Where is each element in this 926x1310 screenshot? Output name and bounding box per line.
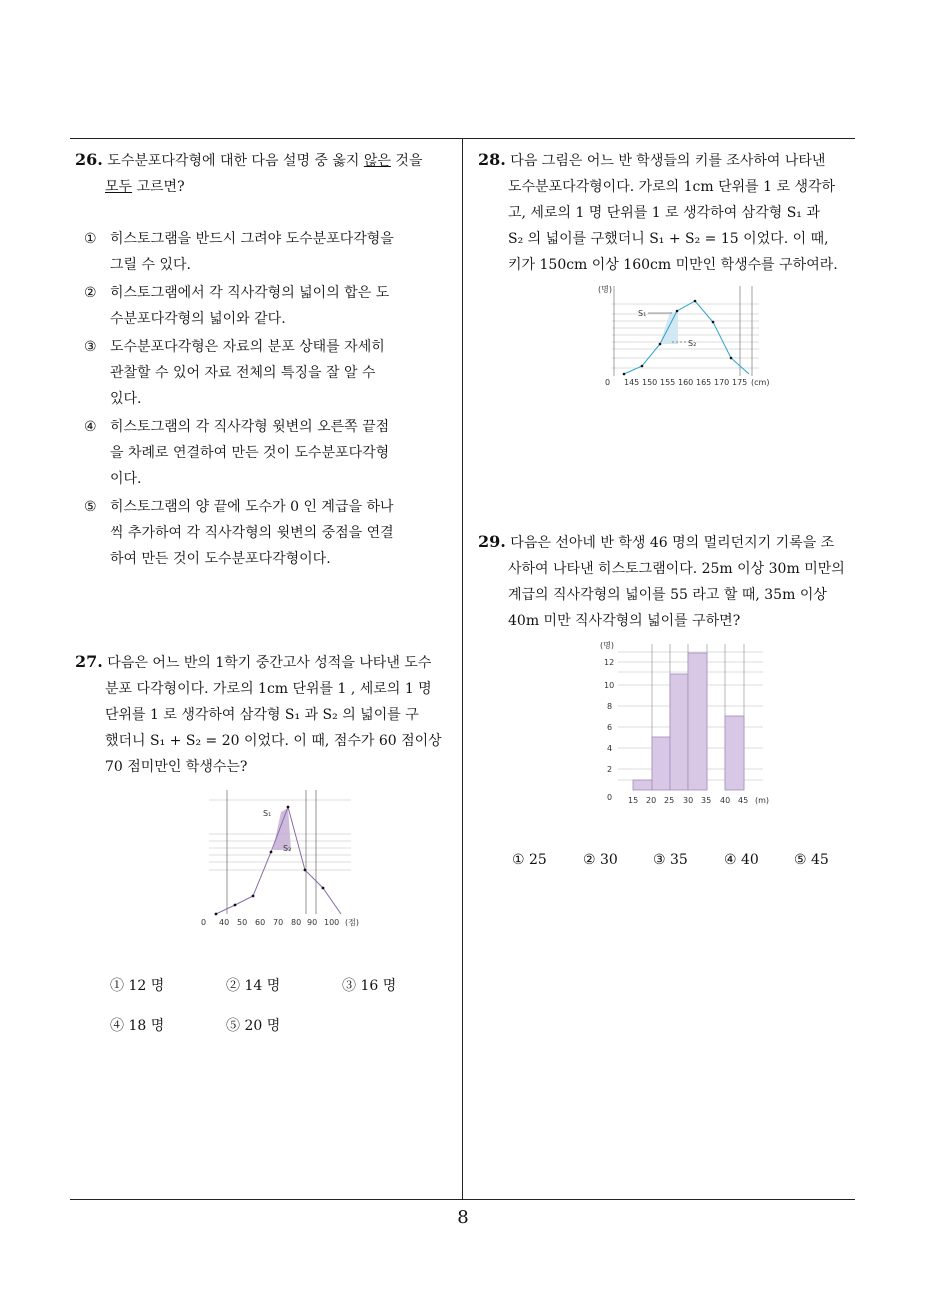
choice-3[interactable]: ③ 35: [653, 852, 688, 868]
s1-label: S₁: [263, 809, 272, 818]
y-unit: (명): [598, 285, 612, 294]
question-number: 28.: [478, 150, 506, 169]
choice-1[interactable]: ① 12 명: [110, 978, 165, 994]
svg-text:8: 8: [607, 702, 613, 711]
bottom-rule: [70, 1199, 855, 1200]
question-26-stem: 26. 도수분포다각형에 대한 다음 설명 중 옳지 않은 것을: [75, 150, 423, 169]
svg-text:80: 80: [291, 918, 302, 927]
histogram-bars: [633, 653, 744, 790]
s1-label: S₁: [638, 309, 647, 318]
svg-text:30: 30: [683, 796, 694, 805]
option-list: [75, 226, 460, 572]
svg-text:2: 2: [607, 765, 613, 774]
question-number: 27.: [75, 652, 103, 671]
svg-text:165: 165: [696, 378, 712, 387]
svg-text:(cm): (cm): [751, 378, 770, 387]
choice-5[interactable]: ⑤ 20 명: [226, 1018, 281, 1034]
choice-1[interactable]: ① 25: [512, 852, 547, 868]
svg-text:45: 45: [738, 796, 749, 805]
s2-label: S₂: [688, 339, 697, 348]
svg-text:40: 40: [219, 918, 230, 927]
question-26: 26. 도수분포다각형에 대한 다음 설명 중 옳지 않은 것을 모두 고르면? ① 히스토그램을 반드시 그려야 도수분포다각형을 그릴 수 있다. ② 히스토그램에서 각 직사각형의 넓이의 합은 도 수분포다각형의 넓이와 같다. ③ 도수분포다각형은 자료의 분포 상태를 자세히 관찰할 수 있어 자료 전체의 특징을 잘 알 수 있다. ④ 히스토그램의 각 직사각형 윗변의 오른쪽 끝점 을 차례로 연결하여 만든 것이 도수분포다각형 이다. ⑤ 히스토그램의 양 끝에 도수가 0 인 계급을 하나 씩 추가하여 각 직사각형의 윗변의 중점을 연결 하여 만든 것이 도수분포다각형이다.: [75, 147, 460, 572]
option-4[interactable]: ④ 히스토그램의 각 직사각형 윗변의 오른쪽 끝점 을 차례로 연결하여 만든 것이 도수분포다각형 이다.: [84, 419, 390, 487]
svg-text:(m): (m): [755, 796, 770, 805]
svg-text:160: 160: [678, 378, 694, 387]
x-tick-labels: [605, 378, 769, 387]
svg-text:(점): (점): [345, 918, 359, 927]
choice-2[interactable]: ② 14 명: [226, 978, 281, 994]
svg-text:60: 60: [255, 918, 266, 927]
svg-text:175: 175: [732, 378, 748, 387]
choice-4[interactable]: ④ 40: [724, 852, 759, 868]
svg-text:10: 10: [604, 681, 615, 690]
svg-text:25: 25: [664, 796, 675, 805]
svg-text:170: 170: [714, 378, 730, 387]
q27-choices: [110, 975, 450, 1045]
option-3[interactable]: ③ 도수분포다각형은 자료의 분포 상태를 자세히 관찰할 수 있어 자료 전체의 특징을 잘 알 수 있다.: [84, 339, 385, 407]
y-unit: (명): [600, 641, 614, 650]
choice-3[interactable]: ③ 16 명: [342, 978, 397, 994]
bar-15-20: [633, 780, 652, 790]
question-number: 29.: [478, 532, 506, 551]
svg-text:0: 0: [607, 793, 613, 802]
column-divider: [462, 138, 463, 1200]
page-number: 8: [457, 1207, 469, 1228]
option-1[interactable]: ① 히스토그램을 반드시 그려야 도수분포다각형을 그릴 수 있다.: [84, 231, 394, 273]
svg-text:6: 6: [607, 723, 613, 732]
svg-text:150: 150: [642, 378, 658, 387]
choice-5[interactable]: ⑤ 45: [794, 852, 829, 868]
option-2[interactable]: ② 히스토그램에서 각 직사각형의 넓이의 합은 도 수분포다각형의 넓이와 같다.: [84, 285, 390, 327]
option-5[interactable]: ⑤ 히스토그램의 양 끝에 도수가 0 인 계급을 하나 씩 추가하여 각 직사각형의 윗변의 중점을 연결 하여 만든 것이 도수분포다각형이다.: [84, 499, 394, 567]
svg-text:100: 100: [324, 918, 340, 927]
svg-text:155: 155: [660, 378, 676, 387]
svg-text:70: 70: [273, 918, 284, 927]
svg-text:90: 90: [307, 918, 318, 927]
bar-20-25: [652, 737, 670, 790]
svg-text:50: 50: [237, 918, 248, 927]
svg-text:35: 35: [701, 796, 712, 805]
question-number: 26.: [75, 150, 103, 169]
question-27: 27. 다음은 어느 반의 1학기 중간고사 성적을 나타낸 도수 분포 다각형이다. 가로의 1cm 단위를 1 , 세로의 1 명 단위를 1 로 생각하여 삼각형 S₁ 과 S₂ 의 넓이를 구 했더니 S₁ + S₂ = 20 이었다. 이 때, 점수가 60 점이상 70 점미만인 학생수는?: [75, 652, 442, 775]
bar-40-45: [725, 716, 744, 790]
q29-histogram: [598, 640, 778, 810]
q28-frequency-polygon: [594, 282, 774, 392]
y-tick-labels: [604, 658, 614, 802]
svg-text:20: 20: [646, 796, 657, 805]
svg-text:0: 0: [201, 918, 207, 927]
choice-4[interactable]: ④ 18 명: [110, 1018, 165, 1034]
svg-text:145: 145: [624, 378, 640, 387]
s2-label: S₂: [283, 844, 292, 853]
x-tick-labels: [628, 796, 769, 805]
x-tick-labels: [201, 917, 359, 927]
svg-text:0: 0: [605, 378, 611, 387]
svg-text:15: 15: [628, 796, 639, 805]
q27-frequency-polygon: [195, 788, 365, 938]
bar-30-35: [688, 653, 707, 790]
bar-25-30: [670, 674, 688, 790]
svg-text:12: 12: [604, 658, 615, 667]
choice-2[interactable]: ② 30: [583, 852, 618, 868]
q29-choices: [512, 852, 852, 876]
question-29: 29. 다음은 선아네 반 학생 46 명의 멀리던지기 기록을 조 사하여 나타낸 히스토그램이다. 25m 이상 30m 미만의 계급의 직사각형의 넓이를 55 라고 할 때, 35m 이상 40m 미만 직사각형의 넓이를 구하면?: [478, 532, 845, 629]
svg-text:4: 4: [607, 744, 613, 753]
question-28: 28. 다음 그림은 어느 반 학생들의 키를 조사하여 나타낸 도수분포다각형이다. 가로의 1cm 단위를 1 로 생각하 고, 세로의 1 명 단위를 1 로 생각하여 삼각형 S₁ 과 S₂ 의 넓이를 구했더니 S₁ + S₂ = 15 이었다. 이 때, 키가 150cm 이상 160cm 미만인 학생수를 구하여라.: [478, 150, 838, 273]
svg-text:40: 40: [720, 796, 731, 805]
